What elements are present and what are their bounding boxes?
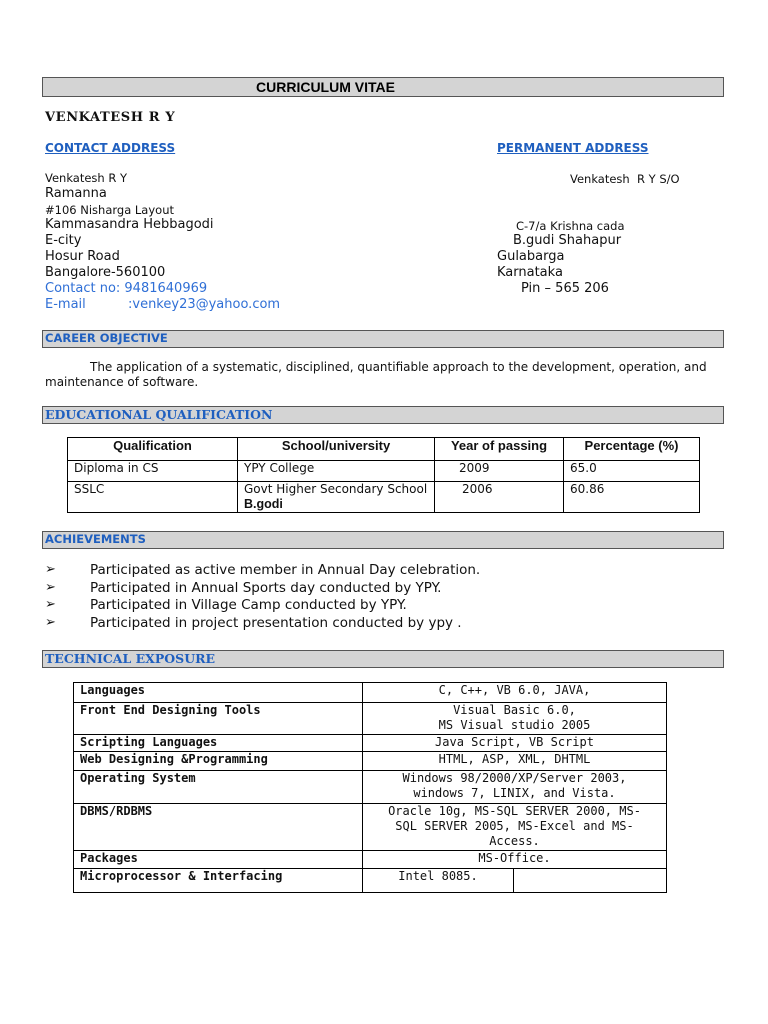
table-row <box>74 752 667 771</box>
tech-empty-cell <box>514 869 667 893</box>
contact-line-4: Kammasandra Hebbagodi <box>45 217 214 232</box>
arrow-bullet-icon: ➢ <box>45 615 56 630</box>
table-row <box>74 703 667 735</box>
permanent-line-1: Venkatesh R Y S/O <box>570 172 680 186</box>
permanent-line-6: Pin – 565 206 <box>521 281 609 296</box>
education-table <box>67 437 700 513</box>
tech-key: Front End Designing Tools <box>74 703 363 735</box>
col-percentage: Percentage (%) <box>564 438 700 461</box>
tech-key: Scripting Languages <box>74 735 363 752</box>
tech-key: Microprocessor & Interfacing <box>74 869 363 893</box>
tech-value: Java Script, VB Script <box>363 735 667 752</box>
tech-value: HTML, ASP, XML, DHTML <box>363 752 667 771</box>
career-objective-heading: CAREER OBJECTIVE <box>45 331 168 345</box>
document-title: CURRICULUM VITAE <box>256 79 395 95</box>
permanent-address-heading[interactable]: PERMANENT ADDRESS <box>497 141 649 155</box>
technical-table <box>73 682 667 893</box>
education-header-row <box>68 438 700 461</box>
permanent-line-2: C-7/a Krishna cada <box>516 219 625 233</box>
table-row <box>74 771 667 804</box>
col-year: Year of passing <box>435 438 564 461</box>
contact-line-2: Ramanna <box>45 186 107 201</box>
table-row <box>74 804 667 851</box>
tech-value: Visual Basic 6.0, MS Visual studio 2005 <box>363 703 667 735</box>
permanent-line-3: B.gudi Shahapur <box>513 233 622 248</box>
arrow-bullet-icon: ➢ <box>45 580 56 595</box>
tech-value: C, C++, VB 6.0, JAVA, <box>363 683 667 703</box>
contact-line-1: Venkatesh R Y <box>45 171 128 185</box>
contact-line-5: E-city <box>45 233 82 248</box>
technical-bar <box>42 650 724 668</box>
cell-qualification: SSLC <box>68 482 238 513</box>
cell-school: YPY College <box>238 461 435 482</box>
table-row <box>74 683 667 703</box>
table-row <box>68 461 700 482</box>
tech-value: Intel 8085. <box>363 869 514 893</box>
contact-address-heading[interactable]: CONTACT ADDRESS <box>45 141 176 155</box>
tech-value: Oracle 10g, MS-SQL SERVER 2000, MS- SQL SERVER 2005, MS-Excel and MS- Access. <box>363 804 667 851</box>
permanent-line-5: Karnataka <box>497 265 563 280</box>
tech-key: Packages <box>74 851 363 869</box>
col-qualification: Qualification <box>68 438 238 461</box>
tech-key: Languages <box>74 683 363 703</box>
contact-email-link[interactable]: :venkey23@yahoo.com <box>128 297 281 312</box>
cell-qualification: Diploma in CS <box>68 461 238 482</box>
contact-phone: Contact no: 9481640969 <box>45 281 208 296</box>
table-row <box>68 482 700 513</box>
arrow-bullet-icon: ➢ <box>45 562 56 577</box>
tech-key: Web Designing &Programming <box>74 752 363 771</box>
cell-school: Govt Higher Secondary School B.godi <box>238 482 435 513</box>
career-objective-bar <box>42 330 724 348</box>
tech-value: Windows 98/2000/XP/Server 2003, windows 7, LINIX, and Vista. <box>363 771 667 804</box>
education-heading: EDUCATIONAL QUALIFICATION <box>45 407 273 422</box>
contact-line-3: #106 Nisharga Layout <box>45 203 174 217</box>
table-row <box>74 735 667 752</box>
achievements-bar <box>42 531 724 549</box>
cell-percentage: 65.0 <box>564 461 700 482</box>
permanent-line-4: Gulabarga <box>497 249 565 264</box>
technical-heading: TECHNICAL EXPOSURE <box>45 651 216 666</box>
col-school: School/university <box>238 438 435 461</box>
arrow-bullet-icon: ➢ <box>45 597 56 612</box>
tech-key: Operating System <box>74 771 363 804</box>
tech-value: MS-Office. <box>363 851 667 869</box>
table-row <box>74 851 667 869</box>
contact-line-7: Bangalore-560100 <box>45 265 166 280</box>
achievements-heading: ACHIEVEMENTS <box>45 532 146 546</box>
tech-key: DBMS/RDBMS <box>74 804 363 851</box>
cell-year: 2006 <box>435 482 564 513</box>
career-objective-text: The application of a systematic, disciplined, quantifiable approach to the development, operation, and maintenance of software. <box>45 360 707 389</box>
table-row <box>74 869 667 893</box>
cell-year: 2009 <box>435 461 564 482</box>
candidate-name: VENKATESH R Y <box>45 110 176 125</box>
contact-email-label: E-mail <box>45 297 86 312</box>
cell-percentage: 60.86 <box>564 482 700 513</box>
contact-line-6: Hosur Road <box>45 249 120 264</box>
education-bar <box>42 406 724 424</box>
document-title-bar <box>42 77 724 97</box>
